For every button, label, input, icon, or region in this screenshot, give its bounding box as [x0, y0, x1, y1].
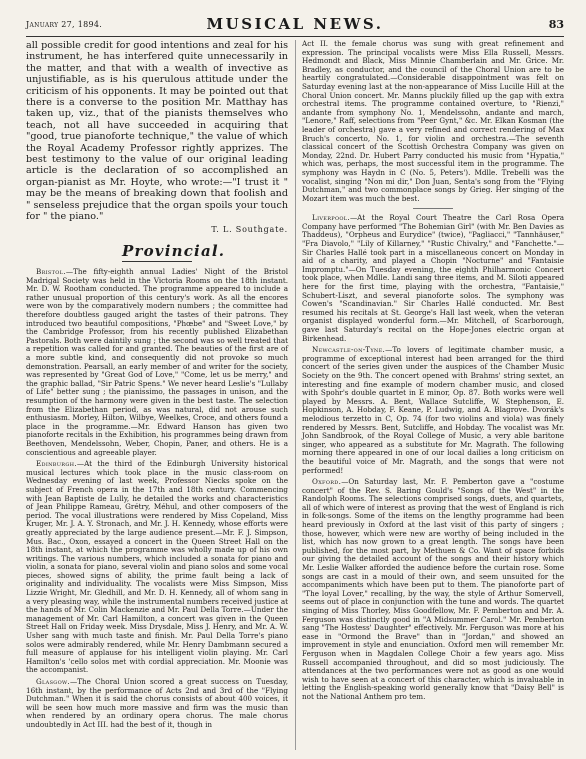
report-newcastle — [302, 346, 564, 475]
section-heading-provincial: Provincial. — [122, 242, 226, 261]
masthead-title: MUSICAL NEWS. — [206, 15, 384, 33]
report-oxford — [302, 478, 564, 701]
place-name-bristol: Bristol. — [36, 267, 66, 277]
report-bristol-text: —The fifty-eighth annual Ladies' Night of the Bristol Madrigal Society was held in the Victoria Rooms on the 18th instant. Mr. D. W. Rootham conducted. The programme appeared to include a rather unusual proportion of this century's work. As all the encores were won by the comparatively modern numbers ; the committee had therefore doubtless gauged aright the tastes of their patrons. They introduced two beautiful compositions, "Phœbe" and "Sweet Love," by the Cambridge Professor, from his recently published Elizabethan Pastorals. Both were daintily sung ; the second was so well treated that a repetition was called for and granted. The beauties of the first are of a more subtle kind, and consequently did not provoke so much demonstration. Pearsall, an early member of and writer for the society, was represented by "Great God of Love," "Come, let us be merry," and the graphic ballad, "Sir Patric Spens." We never heard Leslie's "Lullaby of Life" better sung ; the pianissimo, the passages in unison, and the resumption of the harmony were given in the best taste. The selection from the Elizabethan period, as was natural, did not arouse such enthusiasm. Morley, Hilton, Wilbye, Weelkes, Croce, and others found a place in the programme.—Mr. Edward Hanson has given two pianoforte recitals in the Exhibition, his programmes being drawn from Beethoven, Mendelssohn, Weber, Chopin, Paner, and others. He is a conscientious and agreeable player. — [26, 267, 288, 457]
page-number: 83 — [548, 17, 564, 31]
page-header — [26, 14, 564, 34]
place-name-glasgow: Glasgow. — [36, 677, 71, 686]
report-glasgow — [26, 678, 288, 730]
section-divider — [413, 208, 453, 209]
report-liverpool — [302, 214, 564, 343]
report-liverpool-text: —At the Royal Court Theatre the Carl Rosa Opera Company have performed "The Bohemian Girl" (with Mr. Ben Davies as Thaddeus), "Orpheus and Eurydice" (twice), "Pagliacci," "Tannhäuser," "Fra Diavolo," "Lily of Killarney," "Rustic Chivalry," and "Fanchette."—Sir Charles Hallé took part in a miscellaneous concert on Monday in aid of a charity, and played a Chopin "Nocturne" and "Fantaisie Impromptu."—On Tuesday evening, the eighth Philharmonic Concert took place, when Mdlle. Landi sang three items, and M. Siloti appeared here for the first time, playing with the orchestra, "Fantaisie," Schubert-Liszt, and several pianoforte solos. The symphony was Cowen's "Scandinavian." Sir Charles Hallé conducted. Mr. Best resumed his recitals at St. George's Hall last week, when the veteran organist displayed wonderful form.—Mr. Mitchell, of Scarborough, gave last Saturday's recital on the Hope-Jones electric organ at Birkenhead. — [302, 213, 564, 343]
place-name-newcastle: Newcastle-on-Tyne. — [312, 345, 386, 355]
report-glasgow-continued: Act II. the female chorus was sung with great refinement and expression. The principal vocalists were Miss Ella Russell, Messrs. Hedmondt and Black, Miss Minnie Chamberlain and Mr. Grice. Mr. Bradley, as conductor, and the council of the Choral Union are to be heartily congratulated.—Considerable disappointment was felt on Saturday evening last at the non-appearance of Miss Lucille Hill at the Choral Union concert. Mr. Manns pluckily filled up the gap with extra orchestral items. The programme contained overture, to "Rienzi," andante from symphony No. 1, Mendelssohn, andante and march, "Lenore," Raff, selections from "Peer Gynt," &c. Mr. Elkan Kosman (the leader of orchestra) gave a very refined and correct rendering of Max Bruch's concerto, No. 1, for violin and orchestra.—The seventh classical concert of the Scottish Orchestra Company was given on Monday, 22nd. Dr. Hubert Parry conducted his music from "Hypatia," which was, perhaps, the most successful item in the programme. The symphony was Haydn in C (No. 5, Peters'). Mdlle. Trebelli was the vocalist, singing "Non mi dir," Don Juan, Senta's song from the "Flying Dutchman," and two commonplace songs by Grieg. Her singing of the Mozart item was much the best. — [302, 39, 564, 203]
letter-signature: T. L. Southgate. — [211, 224, 288, 234]
header-rule — [26, 36, 564, 37]
place-name-liverpool: Liverpool. — [312, 213, 350, 223]
issue-date: January 27, 1894. — [26, 19, 103, 29]
report-bristol — [26, 268, 288, 457]
report-edinburgh-text: —At the third of the Edinburgh University historical musical lectures which took place in the music class-room on Wednesday evening of last week, Professor Niecks spoke on the subject of French opera in the 17th and 18th century. Commencing with Jean Baptiste de Lully, he detailed the works and characteristics of Jean Philippe Rameau, Grétry, Méhul, and other composers of the period. The vocal illustrations were rendered by Miss Copeland, Miss Kruger, Mr. J. A. Y. Stronach, and Mr. J. H. Kennedy, whose efforts were greatly appreciated by the large audience present.—Mr. F. J. Simpson, Mus. Bac., Oxon, essayed a concert in the Queen Street Hall on the 18th instant, at which the programme was wholly made up of his own writings. The various numbers, which included a sonata for piano and violin, a sonata for piano, several violin and piano solos and some vocal pieces, showed signs of ability, the prime fault being a lack of originality and individuality. The vocalists were Miss Simpson, Miss Lizzie Wright, Mr. Gledhill, and Mr. D. H. Kennedy, all of whom sang in a very pleasing way, while the instrumental numbers received justice at the hands of Mr. Colin Mackenzie and Mr. Paul Della Torre.—Under the management of Mr. Carl Hamilton, a concert was given in the Queen Street Hall on Friday week. Miss Drysdale, Miss J. Henry, and Mr. A. W. Usher sang with much taste and finish. Mr. Paul Della Torre's piano solos were admirably rendered, while Mr. Henry Dambmann secured a full measure of applause for his intelligent violin playing. Mr. Carl Hamilton's 'cello solos met with cordial appreciation. Mr. Moonie was the accompanist. — [26, 459, 288, 675]
place-name-edinburgh: Edinburgh. — [36, 459, 77, 469]
report-edinburgh — [26, 460, 288, 675]
column-divider — [295, 40, 296, 750]
report-newcastle-text: —To lovers of legitimate chamber music, a programme of exceptional interest had been arranged for the third concert of the series given under the auspices of the Chamber Music Society on the 9th. The concert opened with Brahms' string sextet, an interesting and fine example of modern chamber music, and closed with Spohr's double quartet in E minor, Op. 87. Both works were well played by Messrs. A. Bent, Wallace Sutcliffe, W. Stephenson, E. Hopkinson, A. Hobday, F. Keane, P. Ludwig, and A. Blagrove. Dvorák's melodious terzetto in C, Op. 74 (for two violins and viola) was finely rendered by Messrs. Bent, Sutcliffe, and Hobday. The vocalist was Mr. John Sandbrook, of the Royal College of Music, a very able baritone singer, who appeared as a substitute for Mr. Magrath. The following morning there appeared in one of our local dailies a long criticism on the beautiful voice of Mr. Magrath, and the songs that were not performed! — [302, 345, 564, 475]
letter-conclusion: all possible credit for good intentions and zeal for his instrument, he has interfered quite unnecessarily in the matter, and that with a wealth of invective as unjustifiable, as is his querulous attitude under the criticism of his opponents. It may be pointed out that there is a converse to the position Mr. Matthay has taken up, viz., that of the pianists themselves who teach, not all have succeeded in acquiring that "good, true pianoforte technique," the value of which the Royal Academy Professor rightly apprizes. The best testimony to the value of our original leading article is the declaration of so accomplished an organ-pianist as Mr. Hoyte, who wrote:—"I trust it " may be the means of breaking down that foolish and " senseless prejudice that the organ spoils your touch for " the piano." — [26, 40, 288, 223]
report-glasgow-text: —The Choral Union scored a great success on Tuesday, 16th instant, by the performance of Acts 2nd and 3rd of the "Flying Dutchman." When it is said the chorus consists of about 400 voices, it will be seen how much more massive and firm was the music than when rendered by an ordinary opera chorus. The male chorus undoubtedly in Act III. had the best of it, though in — [26, 677, 288, 729]
report-oxford-text: —On Saturday last, Mr. F. Pemberton gave a "costume concert" of the Rev. S. Baring Gould's "Songs of the West" in the Randolph Rooms. The selections comprised songs, duets, and quartets, all of which were of interest as proving that the west of England is rich in folk-songs. Some of the items on the lengthy programme had been heard previously in Oxford at the last visit of this party of singers ; those, however, which were new are worthy of being included in the list, which has now grown to a great length. The songs have been published, for the most part, by Methuen & Co. Want of space forbids our giving the detailed account of the songs and their history which Mr. Leslie Walker afforded the audience before the curtain rose. Some songs are cast in a mould of their own, and seem unsuited for the accompaniments which have been put to them. The pianoforte part of "The loyal Lover," recalling, by the way, the style of Arthur Somervell, seems out of place in conjunction with the tune and words. The quartet singing of Miss Thorley, Miss Goodfellow, Mr. F. Pemberton and Mr. A. Ferguson was distinctly good in "A Midsummer Carol." Mr. Pemberton sang "The Hostess' Daughter" effectively. Mr. Ferguson was more at his ease in "Ormond the Brave" than in "Jordan," and showed an improvement in style and enunciation. Oxford men will remember Mr. Ferguson when in Magdalen College Choir a few years ago. Miss Russell accompanied throughout, and did so most judiciously. The attendances at the two performances were not as good as one would wish to have seen at a concert of this character, which is invaluable in letting the English-speaking world generally know that "Daisy Bell" is not the National Anthem pro tem. — [302, 477, 564, 701]
place-name-oxford: Oxford. — [312, 477, 342, 487]
right-column — [302, 40, 564, 702]
left-column — [26, 40, 288, 730]
